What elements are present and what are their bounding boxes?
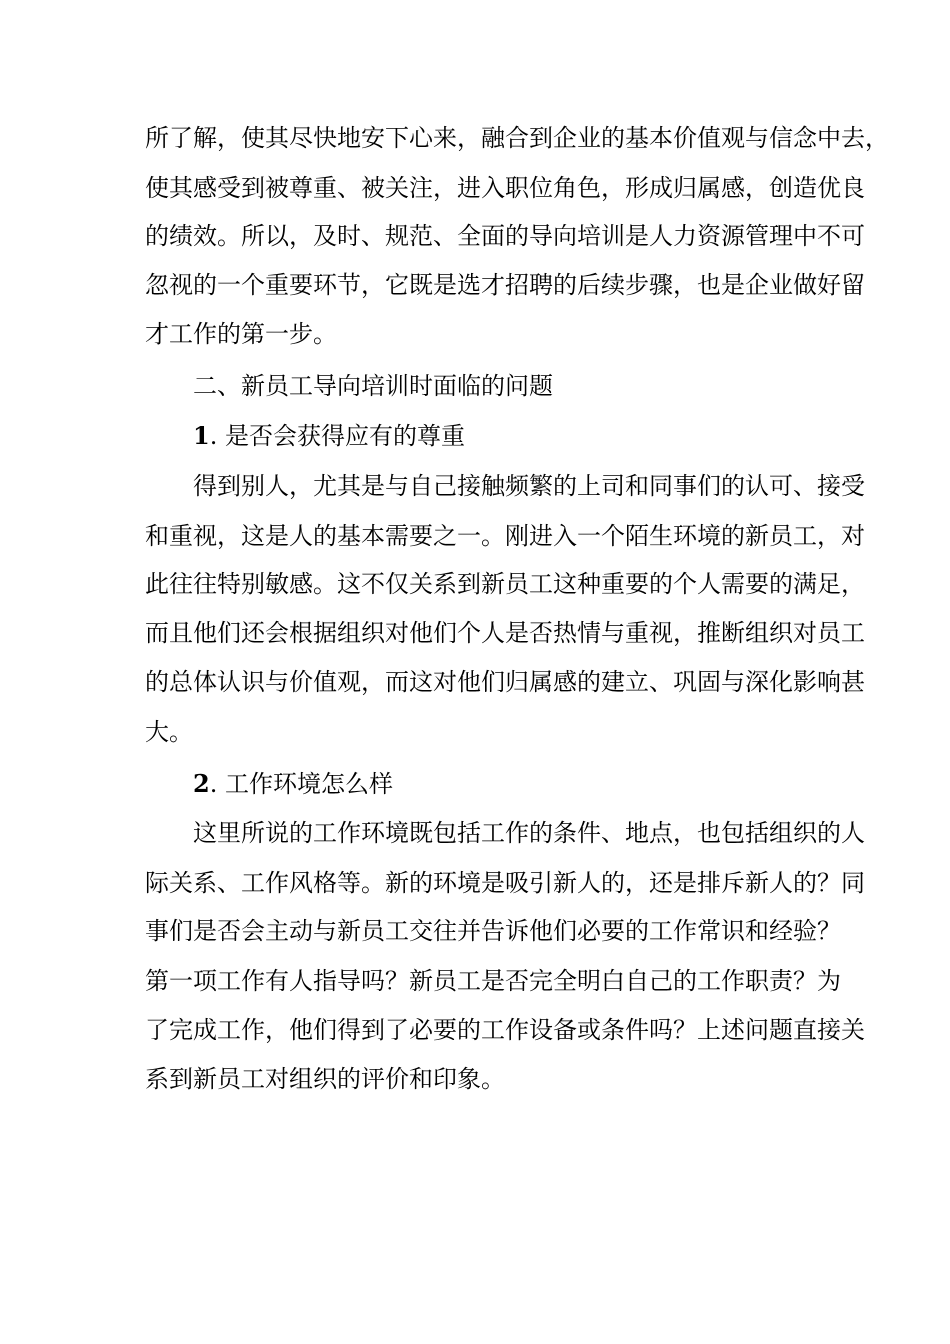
section-heading: 二、新员工导向培训时面临的问题 — [193, 372, 553, 400]
subheading-title: . 是否会获得应有的尊重 — [209, 422, 465, 450]
paragraph-line: 系到新员工对组织的评价和印象。 — [145, 1065, 505, 1093]
paragraph-line: 第一项工作有人指导吗？新员工是否完全明白自己的工作职责？为 — [145, 967, 841, 995]
paragraph-line: 才工作的第一步。 — [145, 320, 337, 348]
paragraph-line: 得到别人，尤其是与自己接触频繁的上司和同事们的认可、接受 — [193, 472, 865, 500]
paragraph-line: 和重视，这是人的基本需要之一。刚进入一个陌生环境的新员工，对 — [145, 522, 865, 550]
subheading-1 — [193, 420, 810, 452]
paragraph-line: 而且他们还会根据组织对他们个人是否热情与重视，推断组织对员工 — [145, 619, 865, 647]
paragraph-line: 的总体认识与价值观，而这对他们归属感的建立、巩固与深化影响甚 — [145, 668, 865, 696]
paragraph-line: 此往往特别敏感。这不仅关系到新员工这种重要的个人需要的满足， — [145, 570, 865, 598]
paragraph-line: 的绩效。所以，及时、规范、全面的导向培训是人力资源管理中不可 — [145, 222, 865, 250]
paragraph-line: 忽视的一个重要环节，它既是选才招聘的后续步骤，也是企业做好留 — [145, 271, 865, 299]
subheading-number: 1 — [193, 421, 210, 450]
paragraph-line: 使其感受到被尊重、被关注，进入职位角色，形成归属感，创造优良 — [145, 174, 865, 202]
paragraph-line: 了完成工作，他们得到了必要的工作设备或条件吗？上述问题直接关 — [145, 1016, 865, 1044]
paragraph-line: 大。 — [145, 718, 193, 746]
paragraph-line: 事们是否会主动与新员工交往并告诉他们必要的工作常识和经验？ — [145, 917, 841, 945]
paragraph-line: 所了解，使其尽快地安下心来，融合到企业的基本价值观与信念中去， — [145, 124, 889, 152]
subheading-2 — [193, 768, 810, 800]
subheading-title: . 工作环境怎么样 — [209, 770, 393, 798]
subheading-number: 2 — [193, 769, 210, 798]
paragraph-line: 这里所说的工作环境既包括工作的条件、地点，也包括组织的人 — [193, 819, 865, 847]
paragraph-line: 际关系、工作风格等。新的环境是吸引新人的，还是排斥新人的？同 — [145, 869, 865, 897]
